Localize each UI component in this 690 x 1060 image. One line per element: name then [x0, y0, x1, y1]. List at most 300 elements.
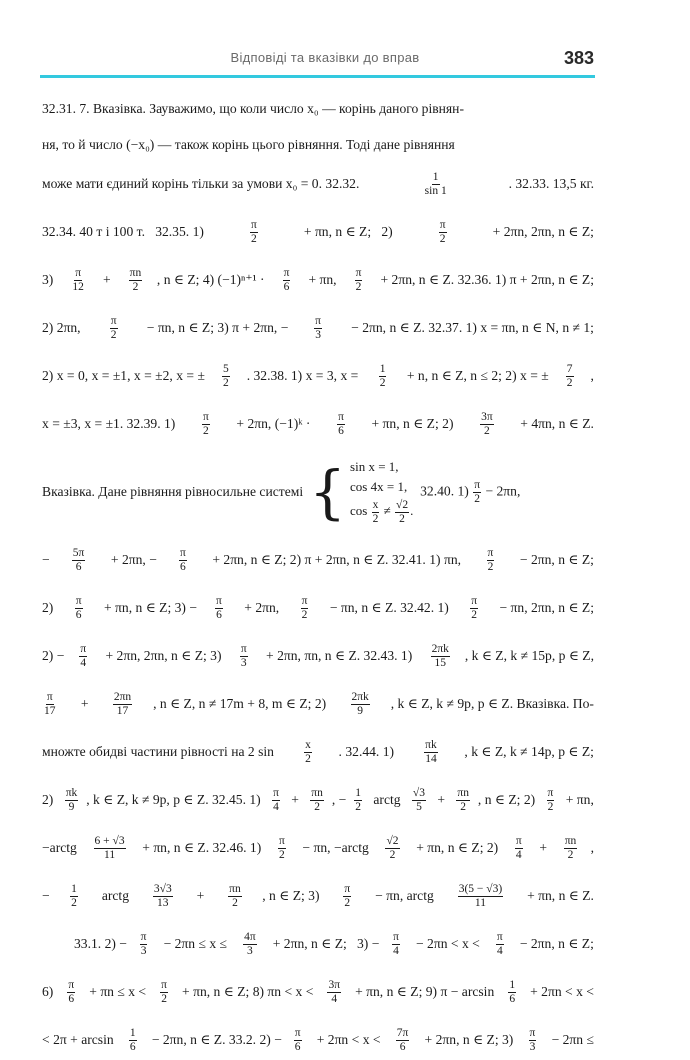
- text-segment: + πn, n ∈ Z; 2): [412, 840, 502, 855]
- fraction: [250, 219, 258, 245]
- text-segment: + πn, n ∈ Z; 9) π − arcsin: [351, 984, 498, 999]
- fraction: [547, 787, 555, 813]
- fraction: [43, 691, 57, 717]
- fraction: [301, 595, 309, 621]
- fraction-denominator: 11: [104, 848, 116, 861]
- fraction: [372, 499, 380, 525]
- text-segment: , k ∈ Z, k ≠ 15p, p ∈ Z,: [464, 648, 594, 663]
- fraction-denominator: 2: [301, 608, 308, 621]
- text-segment: +: [193, 888, 208, 903]
- fraction-numerator: π: [80, 642, 87, 655]
- fraction: [508, 979, 516, 1005]
- fraction: [396, 1027, 410, 1053]
- fraction-numerator: π: [301, 594, 308, 607]
- text-segment: , n ∈ Z, n ≠ 17m + 8, m ∈ Z; 2): [153, 696, 330, 711]
- fraction: [424, 171, 448, 197]
- fraction: [337, 411, 345, 437]
- fraction: [67, 979, 75, 1005]
- fraction-numerator: 3√3: [153, 882, 172, 895]
- text-segment: + 2πn,: [240, 600, 283, 615]
- fraction-denominator: 3: [240, 656, 247, 669]
- fraction: [355, 267, 363, 293]
- answer-line: [42, 1020, 594, 1060]
- fraction-numerator: π: [344, 882, 351, 895]
- text-segment: − 2πn ≤: [548, 1032, 594, 1047]
- fraction-denominator: 14: [425, 752, 437, 765]
- fraction-denominator: 4: [515, 848, 522, 861]
- fraction-numerator: π: [216, 594, 222, 607]
- system-equation: [350, 459, 413, 475]
- text-segment: , n ∈ Z; 2): [477, 792, 539, 807]
- text-segment: 3): [42, 272, 57, 287]
- fraction-numerator: πn: [564, 834, 577, 847]
- text-segment: ≠: [380, 502, 395, 518]
- fraction: [94, 835, 126, 861]
- fraction-numerator: πk: [65, 786, 78, 799]
- fraction-numerator: 3π: [481, 410, 493, 423]
- fraction: [354, 787, 362, 813]
- fraction-numerator: √2: [396, 498, 409, 511]
- fraction-denominator: 6: [75, 608, 82, 621]
- text-segment: , −: [331, 792, 347, 807]
- text-segment: 32.34. 40 т і 100 т. 32.35. 1): [42, 224, 208, 239]
- fraction-numerator: 2πk: [351, 690, 369, 703]
- fraction: [129, 1027, 137, 1053]
- fraction-numerator: π: [547, 786, 554, 799]
- answers-body: [42, 84, 594, 1060]
- fraction-numerator: π: [355, 266, 362, 279]
- fraction: [327, 979, 341, 1005]
- fraction: [473, 479, 481, 505]
- fraction: [215, 595, 223, 621]
- fraction-numerator: 1: [129, 1026, 136, 1039]
- text-segment: , k ∈ Z, k ≠ 14p, p ∈ Z;: [464, 744, 594, 759]
- fraction-denominator: 6: [75, 560, 82, 573]
- fraction: [179, 547, 187, 573]
- text-segment: ,: [590, 368, 594, 383]
- fraction-numerator: 5: [222, 362, 229, 375]
- text-segment: + 2πn, 2πn, n ∈ Z;: [489, 224, 594, 239]
- text-segment: + 2πn, −: [107, 552, 157, 567]
- fraction-denominator: 3: [529, 1040, 536, 1053]
- text-segment: + πn, n ∈ Z; 8) πn < x <: [178, 984, 317, 999]
- fraction-denominator: 6: [216, 608, 222, 621]
- text-segment: − πn, n ∈ Z; 3) π + 2πn, −: [143, 320, 289, 335]
- fraction-denominator: 2: [71, 896, 77, 909]
- answer-line: [42, 164, 594, 204]
- fraction-denominator: 4: [496, 944, 503, 957]
- answer-line: [42, 780, 594, 820]
- answer-line: [42, 212, 594, 252]
- fraction: [75, 595, 83, 621]
- fraction-numerator: x: [305, 738, 311, 751]
- answer-line: [42, 356, 594, 396]
- fraction-denominator: 2: [305, 752, 311, 765]
- text-segment: − πn, 2πn, n ∈ Z;: [496, 600, 594, 615]
- fraction-denominator: 15: [434, 656, 446, 669]
- text-segment: +: [535, 840, 551, 855]
- text-segment: , n ∈ Z; 4) (−1)ⁿ⁺¹ ·: [156, 272, 268, 287]
- answer-line: [42, 924, 594, 964]
- text-segment: + 2πn, n ∈ Z; 3) −: [269, 936, 380, 951]
- fraction: [70, 883, 78, 909]
- text-segment: < 2π + arcsin: [42, 1032, 118, 1047]
- fraction: [392, 931, 400, 957]
- fraction-denominator: 2: [547, 800, 554, 813]
- fraction-numerator: π: [515, 834, 522, 847]
- fraction-denominator: 5: [416, 800, 422, 813]
- fraction-denominator: 6: [68, 992, 75, 1005]
- fraction: [412, 787, 426, 813]
- running-head: Відповіді та вказівки до вправ: [230, 50, 420, 65]
- fraction-denominator: 6: [338, 424, 344, 437]
- fraction: [310, 787, 324, 813]
- fraction-denominator: 2: [566, 376, 573, 389]
- fraction-numerator: π: [250, 218, 257, 231]
- fraction-numerator: 3π: [328, 978, 341, 991]
- answer-line: [42, 98, 594, 120]
- fraction: [140, 931, 148, 957]
- fraction-numerator: π: [278, 834, 285, 847]
- text-segment: 2): [42, 792, 57, 807]
- fraction: [113, 691, 132, 717]
- answer-line: [42, 876, 594, 916]
- text-segment: − 2πn, n ∈ Z;: [516, 936, 594, 951]
- system-equation: [350, 479, 413, 495]
- system-lead-text: Вказівка. Дане рівняння рівносильне системі: [42, 484, 304, 499]
- fraction-denominator: 6: [509, 992, 516, 1005]
- fraction-denominator: 17: [44, 704, 56, 717]
- answer-line: [42, 636, 594, 676]
- fraction-numerator: π: [273, 786, 279, 799]
- fraction-denominator: 2: [161, 992, 167, 1005]
- text-segment: + 2πn < x <: [526, 984, 594, 999]
- answer-line: [42, 828, 594, 868]
- fraction-numerator: 3(5 − √3): [458, 882, 503, 895]
- text-segment: + 2πn, (−1)ᵏ ·: [232, 416, 314, 431]
- text-segment: arctg: [98, 888, 133, 903]
- answer-line: [42, 588, 594, 628]
- header-rule: [40, 75, 595, 78]
- text-segment: + πn, n ∈ Z; 2): [368, 416, 457, 431]
- fraction: [278, 835, 286, 861]
- text-segment: 2) −: [42, 648, 65, 663]
- fraction: [243, 931, 257, 957]
- fraction-numerator: π: [283, 266, 290, 279]
- fraction-numerator: π: [439, 218, 446, 231]
- page-number: 383: [563, 48, 594, 68]
- text-segment: , n ∈ Z; 3): [262, 888, 323, 903]
- text-segment: − πn, −arctg: [299, 840, 373, 855]
- system-equation: [350, 499, 413, 525]
- text-segment: . 32.44. 1): [338, 744, 398, 759]
- fraction-denominator: 9: [68, 800, 75, 813]
- fraction-numerator: π: [202, 410, 209, 423]
- fraction: [72, 547, 86, 573]
- text-segment: + πn, n ∈ Z; 3) −: [100, 600, 198, 615]
- fraction: [160, 979, 168, 1005]
- text-segment: . 32.33. 13,5 кг.: [508, 176, 594, 191]
- fraction-numerator: π: [294, 1026, 301, 1039]
- fraction-denominator: 2: [251, 232, 257, 245]
- fraction-numerator: π: [110, 314, 117, 327]
- fraction: [79, 643, 87, 669]
- answer-line: [42, 404, 594, 444]
- text-segment: − πn, arctg: [371, 888, 438, 903]
- text-segment: + 2πn, n ∈ Z; 2) π + 2πn, n ∈ Z. 32.41. 1) πn,: [208, 552, 465, 567]
- text-segment: +: [77, 696, 92, 711]
- text-segment: 33.1. 2) −: [74, 936, 127, 951]
- fraction: [65, 787, 79, 813]
- fraction-denominator: 4: [331, 992, 338, 1005]
- fraction: [343, 883, 351, 909]
- fraction-numerator: π: [140, 930, 147, 943]
- fraction-denominator: 3: [315, 328, 321, 341]
- text-segment: −arctg: [42, 840, 81, 855]
- fraction: [240, 643, 248, 669]
- text-segment: . 32.38. 1) x = 3, x =: [246, 368, 362, 383]
- fraction-denominator: 2: [474, 492, 481, 505]
- fraction-numerator: π: [46, 690, 53, 703]
- fraction-numerator: 7π: [396, 1026, 409, 1039]
- fraction-numerator: 1: [509, 978, 516, 991]
- fraction: [129, 267, 143, 293]
- text-segment: , k ∈ Z, k ≠ 9p, p ∈ Z. 32.45. 1): [86, 792, 265, 807]
- text-segment: , k ∈ Z, k ≠ 9p, p ∈ Z. Вказівка. По-: [390, 696, 594, 711]
- brace-icon: {: [309, 458, 347, 526]
- fraction-numerator: πk: [425, 738, 437, 751]
- fraction-denominator: 3: [140, 944, 147, 957]
- equation-system: [350, 459, 413, 525]
- text-segment: ,: [590, 840, 594, 855]
- answer-line: [42, 972, 594, 1012]
- fraction: [431, 643, 450, 669]
- fraction-denominator: 2: [278, 848, 285, 861]
- fraction-numerator: πn: [311, 786, 323, 799]
- fraction: [351, 691, 370, 717]
- text-segment: x = ±3, x = ±1. 32.39. 1): [42, 416, 179, 431]
- fraction: [379, 363, 387, 389]
- text-segment: − 2πn, n ∈ Z. 32.37. 1) x = πn, n ∈ N, n ≠ 1;: [347, 320, 594, 335]
- fraction: [566, 363, 574, 389]
- fraction-numerator: πn: [129, 266, 142, 279]
- answer-line: [42, 684, 594, 724]
- fraction: [110, 315, 118, 341]
- fraction-denominator: 4: [393, 944, 399, 957]
- fraction-denominator: 2: [484, 424, 490, 437]
- text-segment: cos: [350, 502, 371, 518]
- fraction-denominator: 2: [487, 560, 494, 573]
- answer-line: [42, 260, 594, 300]
- answer-line: [42, 540, 594, 580]
- text-segment: + πn, n ∈ Z; 2): [300, 224, 397, 239]
- answer-line: [42, 732, 594, 772]
- fraction-numerator: π: [240, 642, 247, 655]
- fraction-numerator: 1: [379, 362, 386, 375]
- fraction-numerator: 2πk: [431, 642, 449, 655]
- fraction-numerator: π: [474, 478, 481, 491]
- text-segment: −: [42, 888, 50, 903]
- fraction-denominator: 2: [132, 280, 139, 293]
- text-segment: + 4πn, n ∈ Z.: [516, 416, 594, 431]
- text-segment: 6): [42, 984, 57, 999]
- fraction-denominator: 11: [474, 896, 486, 909]
- fraction-denominator: 3: [247, 944, 253, 957]
- fraction-numerator: π: [180, 546, 186, 559]
- fraction-denominator: 2: [389, 848, 396, 861]
- fraction-denominator: 2: [372, 512, 379, 525]
- fraction: [71, 267, 85, 293]
- fraction-numerator: 2πn: [113, 690, 132, 703]
- text-segment: ня, то й число (−x₀) — також корінь цього рівняння. Тоді дане рівняння: [42, 137, 455, 152]
- fraction-denominator: 6: [180, 560, 186, 573]
- fraction: [314, 315, 322, 341]
- fraction-numerator: 5π: [72, 546, 85, 559]
- fraction-numerator: π: [75, 266, 82, 279]
- text-segment: sin x = 1,: [350, 458, 399, 474]
- text-segment: + πn, n ∈ Z. 32.46. 1): [138, 840, 265, 855]
- fraction: [487, 547, 495, 573]
- fraction-denominator: 6: [294, 1040, 301, 1053]
- fraction: [458, 883, 503, 909]
- fraction-numerator: π: [68, 978, 75, 991]
- fraction-denominator: 2: [232, 896, 238, 909]
- fraction-denominator: 13: [157, 896, 169, 909]
- text-segment: − 2πn ≤ x ≤: [160, 936, 231, 951]
- text-segment: + 2πn, n ∈ Z. 32.36. 1) π + 2πn, n ∈ Z;: [377, 272, 594, 287]
- fraction-denominator: 6: [399, 1040, 406, 1053]
- fraction-numerator: x: [372, 498, 379, 511]
- fraction-denominator: 2: [222, 376, 229, 389]
- fraction-numerator: π: [393, 930, 399, 943]
- text-segment: − 2πn, n ∈ Z. 33.2. 2) −: [148, 1032, 282, 1047]
- fraction: [283, 267, 291, 293]
- fraction-denominator: 2: [471, 608, 478, 621]
- fraction-numerator: 1: [71, 882, 77, 895]
- fraction-denominator: sin 1: [424, 184, 447, 197]
- fraction: [564, 835, 578, 861]
- fraction-numerator: πn: [229, 882, 241, 895]
- fraction: [272, 787, 280, 813]
- fraction-denominator: 2: [379, 376, 386, 389]
- fraction-denominator: 12: [72, 280, 84, 293]
- text-segment: .: [410, 502, 414, 518]
- fraction-denominator: 6: [129, 1040, 136, 1053]
- text-segment: + πn,: [562, 792, 594, 807]
- fraction: [439, 219, 447, 245]
- fraction-numerator: 7: [566, 362, 573, 375]
- fraction-numerator: 6 + √3: [94, 834, 125, 847]
- fraction-denominator: 4: [273, 800, 279, 813]
- fraction: [424, 739, 438, 765]
- fraction-denominator: 4: [80, 656, 87, 669]
- fraction-numerator: √2: [386, 834, 399, 847]
- text-segment: + πn ≤ x <: [85, 984, 150, 999]
- text-segment: arctg: [369, 792, 404, 807]
- text-segment: − 2πn < x <: [412, 936, 484, 951]
- text-segment: cos 4x = 1,: [350, 478, 408, 494]
- fraction: [304, 739, 312, 765]
- text-segment: + 2πn, 2πn, n ∈ Z; 3): [102, 648, 225, 663]
- fraction-denominator: 2: [314, 800, 320, 813]
- fraction-numerator: π: [496, 930, 503, 943]
- text-segment: 2) 2πn,: [42, 320, 84, 335]
- fraction-denominator: 2: [344, 896, 351, 909]
- fraction: [222, 363, 230, 389]
- text-segment: + πn, n ∈ Z.: [523, 888, 594, 903]
- text-segment: − 2πn,: [482, 483, 521, 499]
- fraction-numerator: √3: [412, 786, 425, 799]
- system-block: [42, 452, 594, 532]
- text-segment: 32.40. 1): [413, 483, 473, 499]
- fraction: [153, 883, 173, 909]
- fraction-numerator: 1: [432, 170, 439, 183]
- fraction: [202, 411, 210, 437]
- text-segment: + 2πn < x <: [313, 1032, 384, 1047]
- fraction: [515, 835, 523, 861]
- fraction: [294, 1027, 302, 1053]
- text-segment: +: [287, 792, 303, 807]
- text-segment: 2): [42, 600, 57, 615]
- fraction-numerator: π: [487, 546, 494, 559]
- fraction-denominator: 6: [283, 280, 290, 293]
- answer-line: [42, 308, 594, 348]
- fraction-numerator: π: [315, 314, 321, 327]
- fraction-denominator: 17: [116, 704, 129, 717]
- fraction-numerator: π: [529, 1026, 536, 1039]
- text-segment: − 2πn, n ∈ Z;: [516, 552, 594, 567]
- text-segment: + 2πn, n ∈ Z; 3): [421, 1032, 517, 1047]
- fraction-numerator: π: [471, 594, 478, 607]
- fraction-numerator: π: [161, 978, 167, 991]
- text-segment: 32.31. 7. Вказівка. Зауважимо, що коли число x₀ — корінь даного рівнян-: [42, 101, 464, 116]
- fraction-denominator: 2: [202, 424, 209, 437]
- fraction: [385, 835, 399, 861]
- text-segment: +: [433, 792, 449, 807]
- fraction-numerator: 4π: [244, 930, 256, 943]
- fraction: [228, 883, 242, 909]
- text-segment: + 2πn, πn, n ∈ Z. 32.43. 1): [262, 648, 416, 663]
- text-segment: −: [42, 552, 50, 567]
- fraction-denominator: 2: [439, 232, 446, 245]
- fraction-numerator: π: [75, 594, 82, 607]
- fraction-denominator: 2: [110, 328, 117, 341]
- text-segment: + πn,: [305, 272, 340, 287]
- fraction-denominator: 9: [357, 704, 364, 717]
- fraction: [480, 411, 494, 437]
- system-trail: [413, 479, 520, 505]
- text-segment: +: [99, 272, 115, 287]
- fraction: [529, 1027, 537, 1053]
- fraction-denominator: 2: [567, 848, 574, 861]
- fraction-denominator: 2: [460, 800, 467, 813]
- text-segment: + n, n ∈ Z, n ≤ 2; 2) x = ±: [403, 368, 549, 383]
- fraction: [470, 595, 478, 621]
- text-segment: може мати єдиний корінь тільки за умови x₀ = 0. 32.32.: [42, 176, 363, 191]
- fraction-numerator: π: [338, 410, 344, 423]
- fraction: [395, 499, 409, 525]
- fraction: [456, 787, 470, 813]
- text-segment: − πn, n ∈ Z. 32.42. 1): [326, 600, 453, 615]
- answer-line: [42, 134, 594, 156]
- fraction-denominator: 2: [399, 512, 405, 525]
- text-segment: 2) x = 0, x = ±1, x = ±2, x = ±: [42, 368, 205, 383]
- fraction-numerator: πn: [457, 786, 469, 799]
- fraction-denominator: 2: [355, 280, 362, 293]
- fraction-denominator: 2: [355, 800, 362, 813]
- fraction-numerator: 1: [355, 786, 362, 799]
- fraction: [496, 931, 504, 957]
